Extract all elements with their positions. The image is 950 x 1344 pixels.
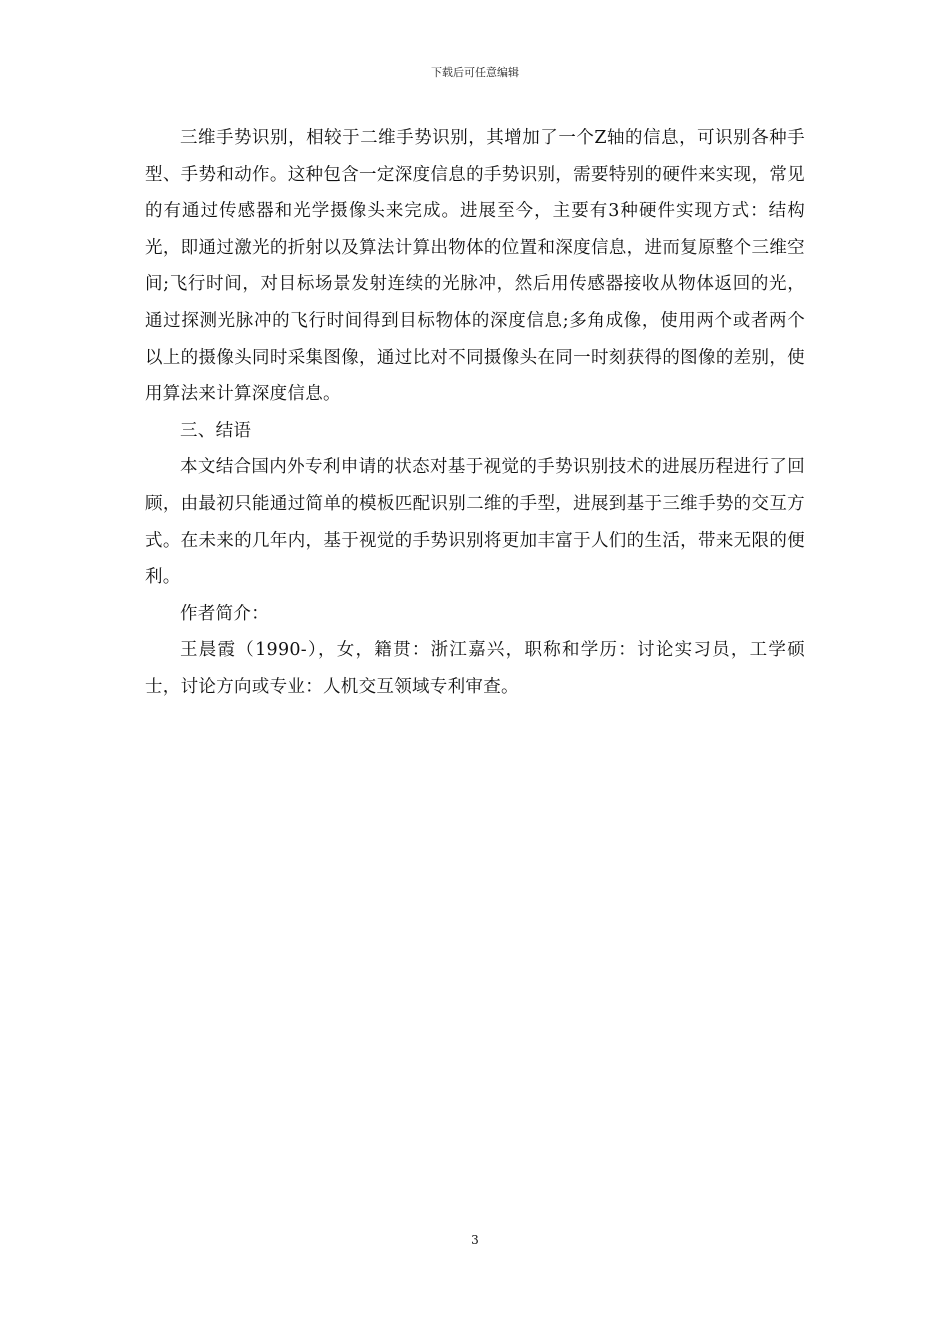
- section-heading-conclusion: 三、结语: [180, 420, 252, 441]
- author-heading: 作者简介：: [180, 603, 269, 624]
- paragraph-3d-gesture: 三维手势识别，相较于二维手势识别，其增加了一个Z轴的信息，可识别各种手型、手势和动作。这种包含一定深度信息的手势识别，需要特别的硬件来实现，常见的有通过传感器和光学摄像头来完成。进展至今，主要有3种硬件实现方式：结构光，即通过激光的折射以及算法计算出物体的位置和深度信息，进而复原整个三维空间;飞行时间，对目标场景发射连续的光脉冲，然后用传感器接收从物体返回的光，通过探测光脉冲的飞行时间得到目标物体的深度信息;多角成像，使用两个或者两个以上的摄像头同时采集图像，通过比对不同摄像头在同一时刻获得的图像的差别，使用算法来计算深度信息。: [145, 128, 805, 405]
- page-number: 3: [471, 1233, 479, 1247]
- document-body: [145, 120, 805, 706]
- author-bio: 王晨霞（1990-），女，籍贯：浙江嘉兴，职称和学历：讨论实习员，工学硕士，讨论方向或专业：人机交互领域专利审查。: [145, 640, 805, 697]
- page-header: 下载后可任意编辑: [431, 66, 519, 79]
- paragraph-conclusion: 本文结合国内外专利申请的状态对基于视觉的手势识别技术的进展历程进行了回顾，由最初只能通过简单的模板匹配识别二维的手型，进展到基于三维手势的交互方式。在未来的几年内，基于视觉的手势识别将更加丰富于人们的生活，带来无限的便利。: [145, 457, 805, 588]
